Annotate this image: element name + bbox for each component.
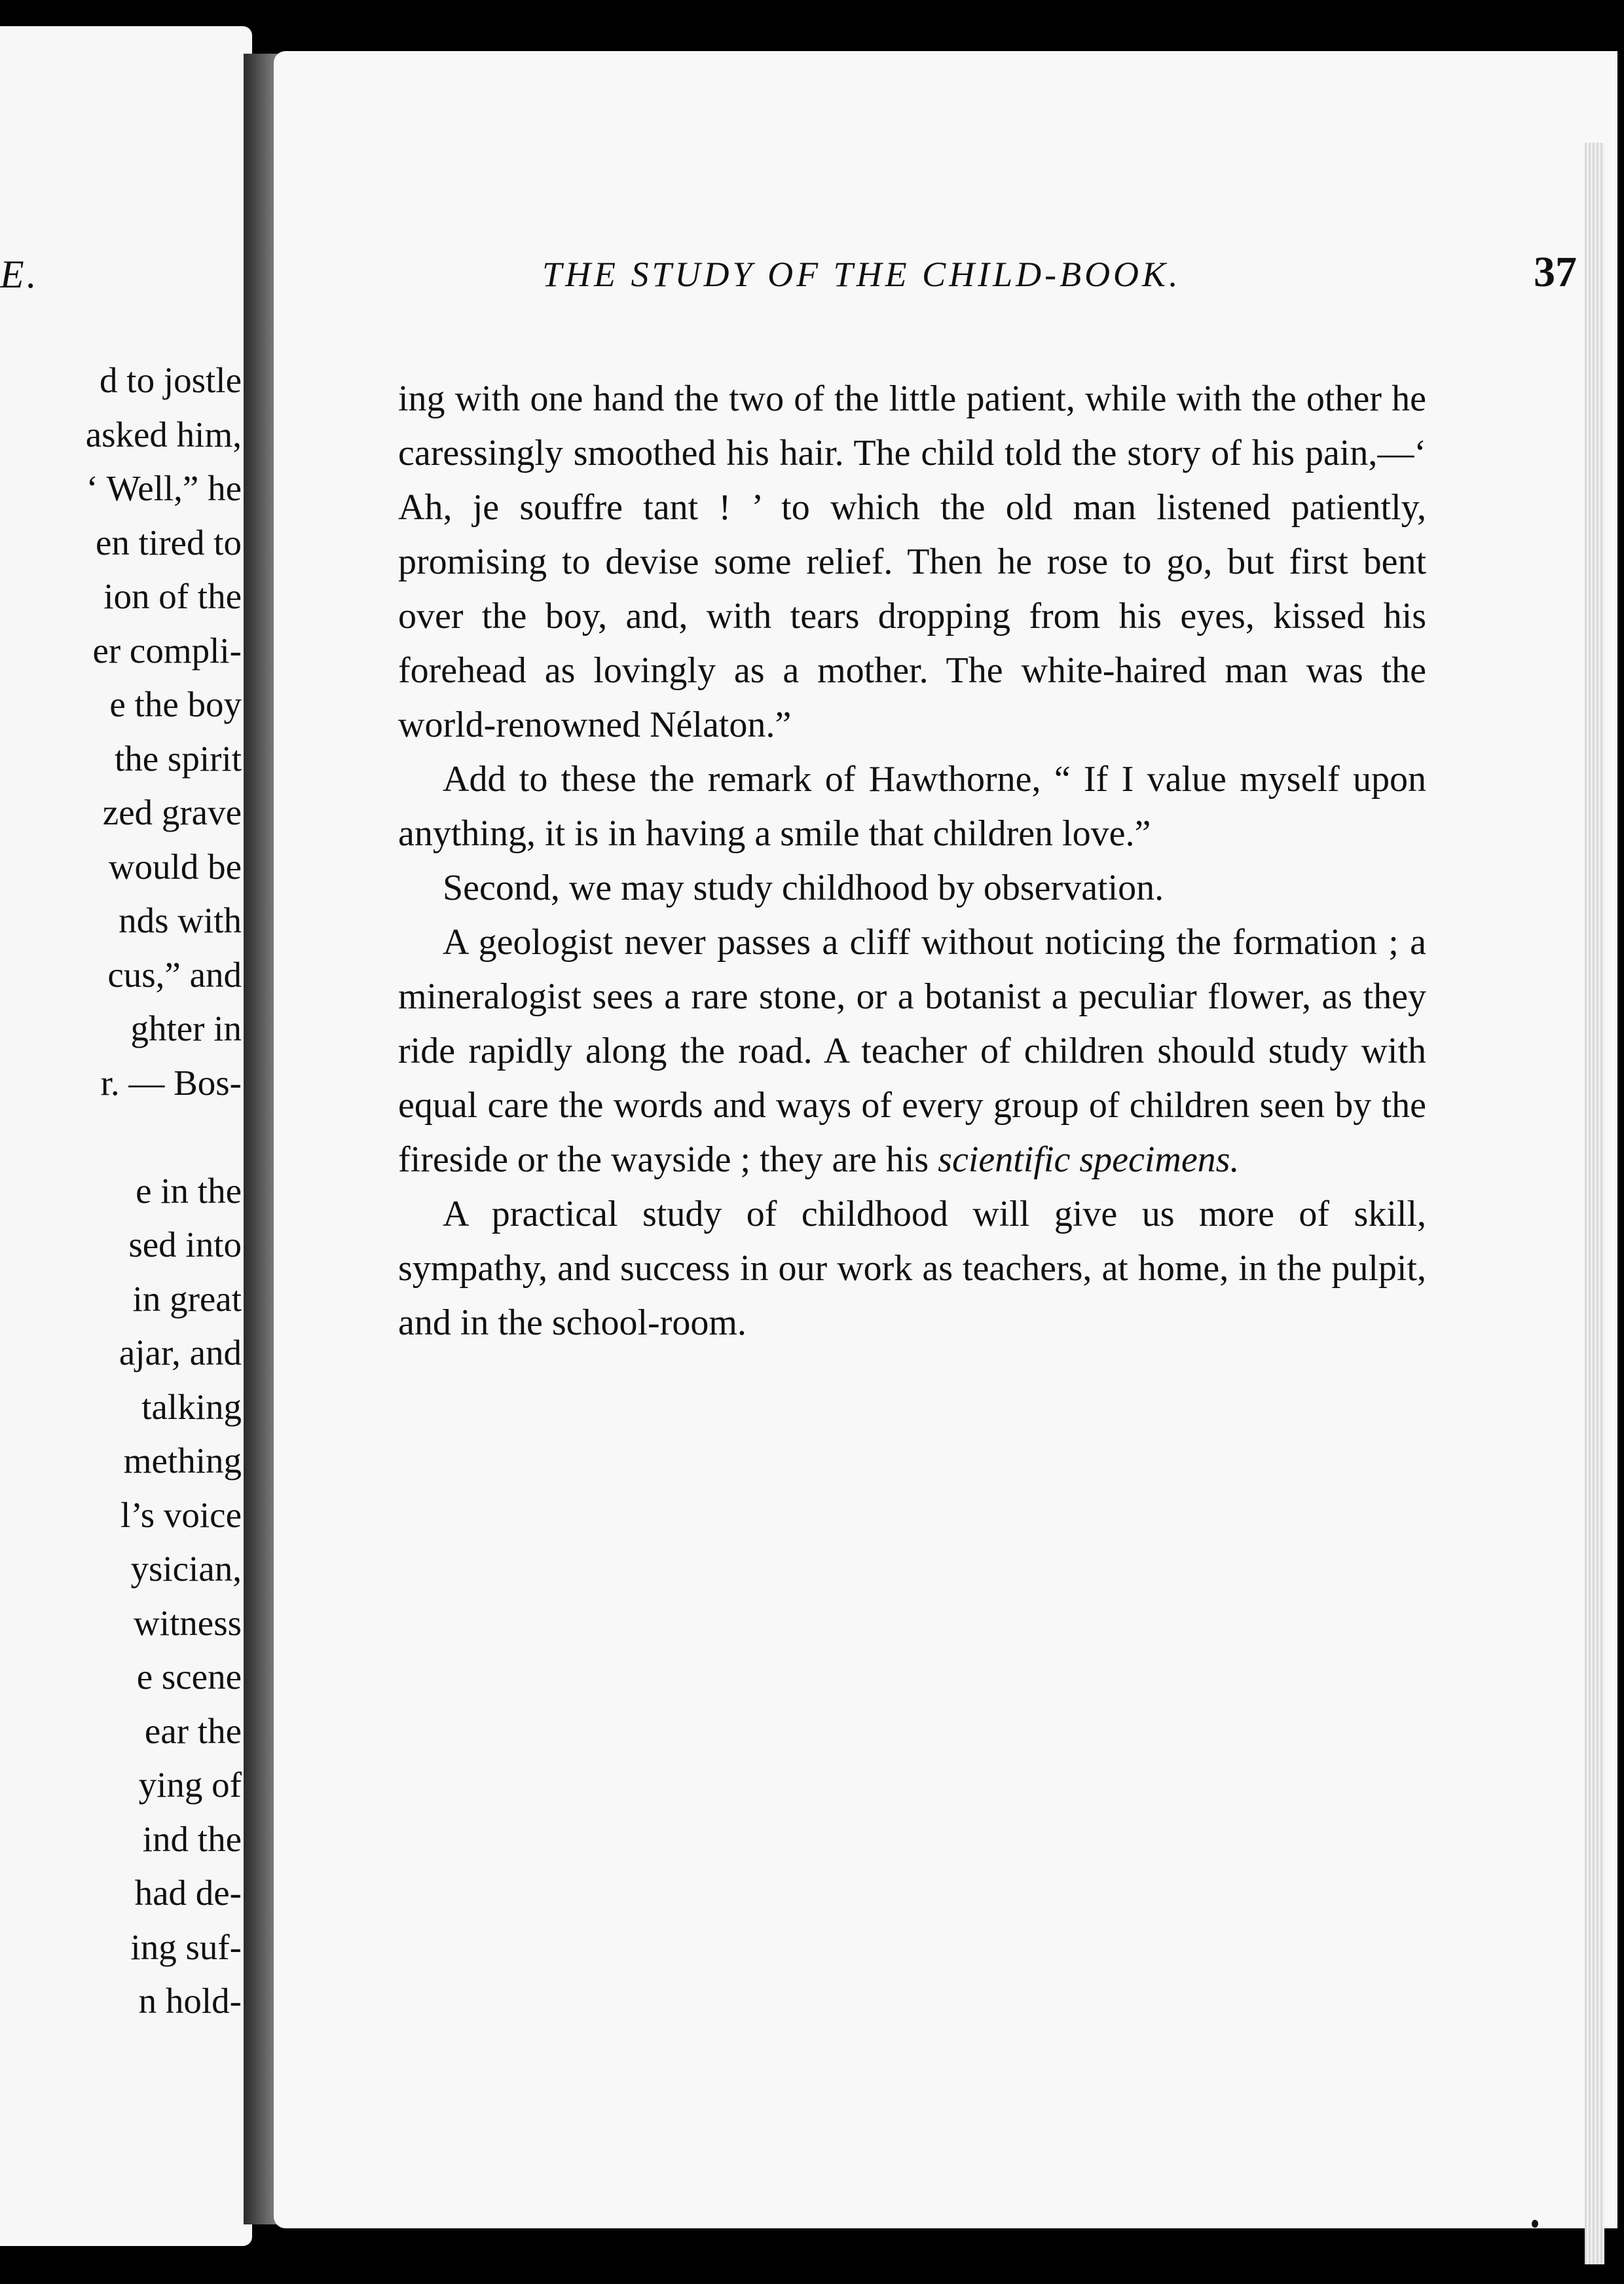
- body-text: [398, 372, 1426, 1350]
- left-page: [0, 26, 252, 2246]
- left-page-text: [86, 354, 242, 2029]
- left-line: mething: [123, 1441, 242, 1481]
- left-line: ajar, and: [119, 1333, 242, 1372]
- left-line: d to jostle: [100, 360, 242, 400]
- left-line: e in the: [136, 1170, 242, 1211]
- left-line: in great: [132, 1278, 242, 1319]
- left-line: would be: [108, 846, 242, 887]
- paragraph: A practical study of childhood will give us more of skill, sympathy, and success in our work as teachers, at home, in the pulpit, and in the school-room.: [398, 1194, 1426, 1343]
- left-line: ‘ Well,” he: [86, 468, 242, 508]
- left-line: ind the: [142, 1818, 242, 1859]
- left-line: e scene: [136, 1657, 242, 1697]
- left-line: nds with: [119, 900, 242, 940]
- left-line: e the boy: [109, 684, 242, 724]
- left-line: witness: [134, 1602, 242, 1643]
- left-line: er compli-: [92, 630, 242, 671]
- left-line: l’s voice: [120, 1494, 242, 1535]
- left-line: zed grave: [102, 792, 242, 832]
- paragraph-text: A geologist never passes a cliff without noticing the formation ; a mineralogist sees a rare stone, or a botanist a peculiar flower, as they ride rapidly along the road. A teacher of children should study with equal care the words and ways of every group of children seen by the fireside or the wayside ; they are his: [398, 922, 1426, 1180]
- italic-phrase: scientific specimens.: [938, 1139, 1240, 1180]
- left-line: [86, 1110, 242, 1164]
- paragraph: [398, 915, 1426, 1187]
- left-line: n hold-: [138, 1981, 242, 2021]
- running-head: [542, 248, 1577, 297]
- left-line: ear the: [144, 1710, 242, 1751]
- left-line: talking: [141, 1386, 242, 1427]
- left-line: the spirit: [114, 738, 242, 779]
- left-line: asked him,: [85, 414, 242, 454]
- left-line: ghter in: [130, 1008, 242, 1048]
- left-line: cus,” and: [107, 954, 242, 995]
- left-line: ing suf-: [130, 1926, 242, 1967]
- ink-speck: [1532, 2220, 1538, 2228]
- left-line: ying of: [138, 1765, 242, 1805]
- right-page: [274, 51, 1617, 2228]
- left-line: r. — Bos-: [100, 1062, 242, 1103]
- paragraph: Second, we may study childhood by observation.: [443, 868, 1164, 908]
- left-line: sed into: [128, 1225, 242, 1264]
- page-edge: [1585, 143, 1604, 2264]
- left-line: ion of the: [103, 576, 242, 616]
- left-line: ysician,: [130, 1549, 242, 1589]
- paragraph: Add to these the remark of Hawthorne, “ If I value myself upon anything, it is in having a smile that children love.”: [398, 759, 1426, 854]
- left-line: had de-: [134, 1873, 242, 1913]
- page-number: 37: [1534, 248, 1577, 296]
- left-running-head: E.: [0, 253, 39, 296]
- left-line: en tired to: [96, 522, 242, 562]
- paragraph: ing with one hand the two of the little patient, while with the other he caressingly smoothed his hair. The child told the story of his pain,—‘ Ah, je souffre tant ! ’ to which the old man listened patiently, promising to devise some relief. Then he rose to go, but first bent over the boy, and, with tears dropping from his eyes, kissed his forehead as lovingly as a mother. The white-haired man was the world-renowned Nélaton.”: [398, 378, 1426, 745]
- running-title: THE STUDY OF THE CHILD-BOOK.: [542, 255, 1181, 294]
